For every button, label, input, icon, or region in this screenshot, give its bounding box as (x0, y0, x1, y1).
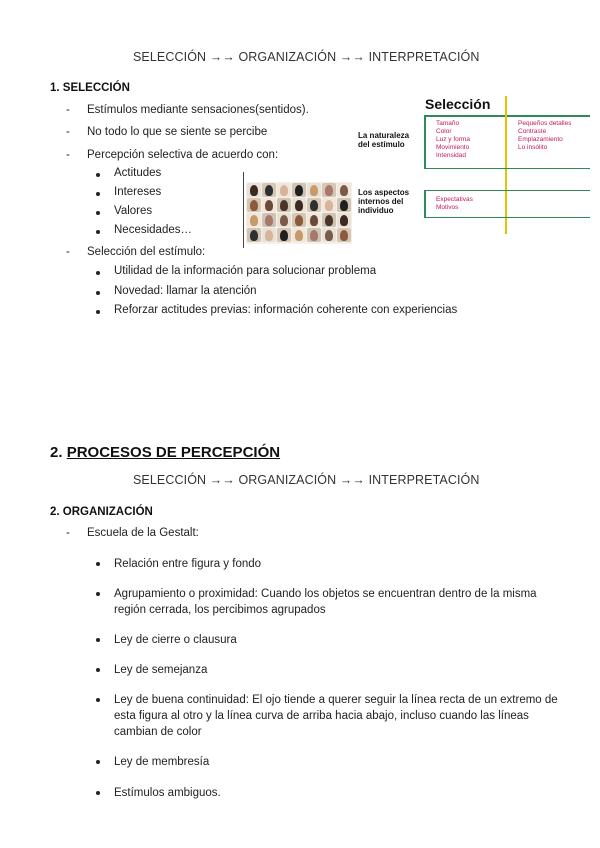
bullet-text: Valores (114, 205, 153, 217)
bullet-dot (96, 291, 100, 295)
bullet-text: Ley de semejanza (114, 664, 208, 676)
section-title-organizacion: 2. ORGANIZACIÓN (50, 506, 153, 518)
face-tile (322, 183, 336, 197)
row1-col1-item: Luz y forma (436, 136, 470, 143)
face-tile (277, 213, 291, 227)
face-tile (337, 213, 351, 227)
faces-mosaic-image (246, 182, 352, 244)
image-divider-line (243, 172, 244, 248)
bullet-membresia (96, 754, 566, 770)
face-shape (280, 200, 288, 211)
face-tile (322, 198, 336, 212)
face-shape (340, 200, 348, 211)
face-shape (250, 200, 258, 211)
face-shape (250, 185, 258, 196)
face-tile (322, 213, 336, 227)
flow-line-1: SELECCIÓN →→ ORGANIZACIÓN →→ INTERPRETACIÓN (133, 50, 480, 64)
diagram-top-rule (424, 115, 590, 117)
row2-col1-item: Motivos (436, 204, 459, 211)
bullet-text: Relación entre figura y fondo (114, 558, 262, 570)
bullet-text: Necesidades… (114, 224, 192, 236)
bullet-dot (96, 698, 100, 702)
dash-marker: - (66, 126, 70, 138)
dash-item-text: Percepción selectiva de acuerdo con: (87, 149, 279, 161)
face-tile (247, 183, 261, 197)
bullet-dot (96, 791, 100, 795)
bullet-text: Agrupamiento o proximidad: Cuando los objetos se encuentran dentro de la misma región cerrada, los percibimos agrupados (114, 588, 537, 616)
face-shape (340, 230, 348, 241)
dash-marker: - (66, 527, 70, 539)
diagram-row1-bottom-rule (424, 168, 590, 169)
bullet-text: Actitudes (114, 167, 162, 179)
bullet-continuidad (96, 692, 566, 740)
face-tile (307, 183, 321, 197)
row1-col1-list (436, 120, 502, 160)
dash-item-text: Escuela de la Gestalt: (87, 527, 199, 539)
bullet-text: Ley de cierre o clausura (114, 634, 237, 646)
face-tile (307, 228, 321, 242)
bullet-semejanza (96, 662, 566, 678)
bullet-dot (96, 760, 100, 764)
dash-item-text: Selección del estímulo: (87, 246, 206, 258)
face-tile (292, 213, 306, 227)
face-shape (340, 185, 348, 196)
dash-item-text: Estímulos mediante sensaciones(sentidos). (87, 104, 309, 116)
row1-col2-item: Lo insólito (518, 144, 548, 151)
face-tile (307, 198, 321, 212)
bullet-text: Intereses (114, 186, 162, 198)
dash-marker: - (66, 149, 70, 161)
face-shape (280, 185, 288, 196)
bullet-dot (96, 173, 100, 177)
face-tile (277, 228, 291, 242)
face-shape (310, 185, 318, 196)
row2-label: Los aspectos internos del individuo (358, 188, 410, 215)
bullet-dot (96, 638, 100, 642)
face-shape (250, 230, 258, 241)
flow-line-2: SELECCIÓN →→ ORGANIZACIÓN →→ INTERPRETACIÓN (133, 473, 480, 487)
diagram-row1-left-rule (424, 116, 426, 168)
face-tile (307, 213, 321, 227)
face-shape (340, 215, 348, 226)
face-shape (265, 185, 273, 196)
face-shape (265, 200, 273, 211)
face-tile (247, 213, 261, 227)
face-shape (325, 200, 333, 211)
face-shape (295, 215, 303, 226)
row1-col2-item: Emplazamiento (518, 136, 563, 143)
section-title-seleccion: 1. SELECCIÓN (50, 82, 130, 94)
dash-marker: - (66, 246, 70, 258)
face-shape (310, 215, 318, 226)
face-tile (292, 228, 306, 242)
page2-heading-number: 2. (50, 444, 63, 461)
row1-col1-item: Color (436, 128, 452, 135)
diagram-column-divider (505, 96, 507, 234)
face-shape (295, 185, 303, 196)
diagram-row2-left-rule (424, 190, 426, 218)
face-tile (262, 183, 276, 197)
bullet-dot (96, 310, 100, 314)
face-tile (262, 228, 276, 242)
face-tile (277, 183, 291, 197)
face-tile (322, 228, 336, 242)
face-shape (280, 215, 288, 226)
bullet-dot (96, 668, 100, 672)
face-shape (325, 215, 333, 226)
row2-col1-item: Expectativas (436, 196, 473, 203)
face-tile (277, 198, 291, 212)
face-shape (265, 230, 273, 241)
bullet-text: Novedad: llamar la atención (114, 285, 257, 297)
page2-heading (50, 444, 280, 461)
face-tile (247, 228, 261, 242)
bullet-agrupamiento (96, 586, 566, 618)
bullet-dot (96, 271, 100, 275)
bullet-text: Ley de buena continuidad: El ojo tiende a querer seguir la línea recta de un extremo de esta figura al otro y la línea curva de arriba hacia abajo, incluso cuando las líneas cambian de color (114, 694, 558, 738)
face-tile (262, 213, 276, 227)
face-shape (325, 185, 333, 196)
bullet-cierre (96, 632, 566, 648)
row1-col2-list (518, 120, 594, 152)
bullet-dot (96, 230, 100, 234)
face-shape (310, 200, 318, 211)
face-shape (295, 200, 303, 211)
face-tile (337, 198, 351, 212)
bullet-dot (96, 211, 100, 215)
bullet-ambiguos (96, 785, 566, 801)
row1-col1-item: Tamaño (436, 120, 460, 127)
face-tile (337, 183, 351, 197)
bullet-dot (96, 562, 100, 566)
bullet-dot (96, 592, 100, 596)
face-shape (310, 230, 318, 241)
face-tile (292, 183, 306, 197)
diagram-row2-top-rule (424, 190, 590, 191)
diagram-title: Selección (425, 96, 491, 112)
row1-col2-item: Pequeños detalles (518, 120, 572, 127)
row1-label: La naturaleza del estímulo (358, 131, 410, 149)
face-shape (280, 230, 288, 241)
bullet-dot (96, 192, 100, 196)
row2-col1-list (436, 196, 502, 212)
dash-marker: - (66, 104, 70, 116)
dash-item-text: No todo lo que se siente se percibe (87, 126, 268, 138)
face-shape (265, 215, 273, 226)
page2-heading-text: PROCESOS DE PERCEPCIÓN (66, 444, 281, 461)
face-tile (262, 198, 276, 212)
face-tile (292, 198, 306, 212)
bullet-text: Estímulos ambiguos. (114, 787, 221, 799)
face-tile (337, 228, 351, 242)
face-tile (247, 198, 261, 212)
diagram-row2-bottom-rule (424, 217, 590, 218)
row1-col1-item: Intensidad (436, 152, 466, 159)
face-shape (250, 215, 258, 226)
face-shape (325, 230, 333, 241)
face-shape (295, 230, 303, 241)
bullet-text: Reforzar actitudes previas: información coherente con experiencias (114, 304, 458, 316)
row1-col1-item: Movimiento (436, 144, 470, 151)
bullet-figura-fondo (96, 556, 566, 572)
row1-col2-item: Contraste (518, 128, 547, 135)
bullet-text: Utilidad de la información para solucionar problema (114, 265, 377, 277)
bullet-text: Ley de membresía (114, 756, 210, 768)
